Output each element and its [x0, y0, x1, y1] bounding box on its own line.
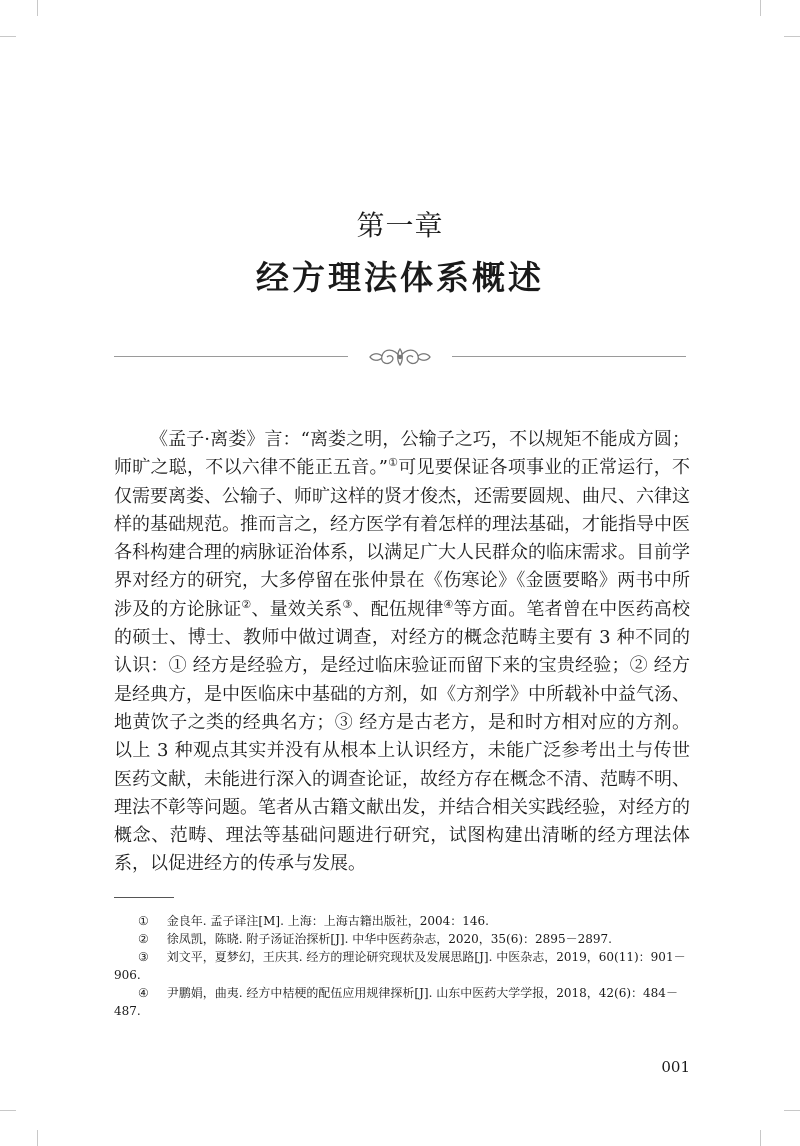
page-number: 001 [661, 1058, 690, 1076]
body-paragraph [114, 426, 690, 879]
body-text-segment: 《孟子·离娄》言：“离娄之明，公输子之巧，不以规矩不能成方圆；师旷之聪，不以六律不能正五音。” [114, 429, 690, 479]
crop-mark [0, 1110, 16, 1111]
footnote [114, 984, 690, 1020]
crop-mark [784, 36, 800, 37]
divider-line-right [452, 356, 686, 357]
body-text-segment: 可见要保证各项事业的正常运行，不仅需要离娄、公输子、师旷这样的贤才俊杰，还需要圆规、曲尺、六律这样的基础规范。推而言之，经方医学有着怎样的理法基础，才能指导中医各科构建合理的病脉证治体系，以满足广大人民群众的临床需求。目前学界对经方的研究，大多停留在张仲景在《伤寒论》《金匮要略》两书中所涉及的方论脉证 [114, 457, 690, 620]
footnote-ref[interactable]: ② [241, 597, 252, 611]
body-text-segment: 、配伍规律 [352, 598, 444, 620]
footnote-text: 刘文平，夏梦幻，王庆其. 经方的理论研究现状及发展思路[J]. 中医杂志，2019，60(11)：901－906. [114, 950, 686, 982]
footnote-text: 尹鹏娟，曲夷. 经方中桔梗的配伍应用规律探析[J]. 山东中医药大学学报，2018，42(6)：484－487. [114, 986, 678, 1018]
footnote-marker: ④ [138, 986, 149, 1000]
footnote-text: 金良年. 孟子译注[M]. 上海：上海古籍出版社，2004：146. [166, 914, 489, 928]
footnote-separator [114, 897, 174, 898]
footnote [114, 912, 690, 930]
body-text-segment: 、量效关系 [251, 598, 343, 620]
footnote [114, 948, 690, 984]
footnote-ref[interactable]: ④ [443, 597, 454, 611]
crop-mark [0, 36, 16, 37]
crop-mark [760, 1130, 761, 1146]
chapter-title: 经方理法体系概述 [256, 258, 544, 297]
crop-mark [760, 0, 761, 16]
crop-mark [37, 1130, 38, 1146]
footnote-marker: ① [138, 914, 149, 928]
footnote [114, 930, 690, 948]
footnote-text: 徐凤凯，陈晓. 附子汤证治探析[J]. 中华中医药杂志，2020，35(6)：2895－2897. [166, 932, 612, 946]
body-text-segment: 等方面。笔者曾在中医药高校的硕士、博士、教师中做过调查，对经方的概念范畴主要有 3 种不同的认识：① 经方是经验方，是经过临床验证而留下来的宝贵经验；② 经方是经典方，是中医临床中基础的方剂，如《方剂学》中所载补中益气汤、地黄饮子之类的经典名方；③ 经方是古老方，是和时方相对应的方剂。以上 3 种观点其实并没有从根本上认识经方，未能广泛参考出土与传世医药文献，未能进行深入的调查论证，故经方存在概念不清、范畴不明、理法不彰等问题。笔者从古籍文献出发，并结合相关实践经验，对经方的概念、范畴、理法等基础问题进行研究，试图构建出清晰的经方理法体系，以促进经方的传承与发展。 [114, 598, 690, 875]
chapter-label: 第一章 [356, 209, 444, 242]
divider-line-left [114, 356, 348, 357]
footnote-list [114, 912, 690, 1020]
crop-mark [784, 1110, 800, 1111]
footnote-marker: ② [138, 932, 149, 946]
footnote-marker: ③ [138, 950, 149, 964]
footnote-ref[interactable]: ① [387, 456, 399, 470]
footnote-ref[interactable]: ③ [342, 597, 353, 611]
ornament-icon [368, 344, 432, 370]
crop-mark [37, 0, 38, 16]
